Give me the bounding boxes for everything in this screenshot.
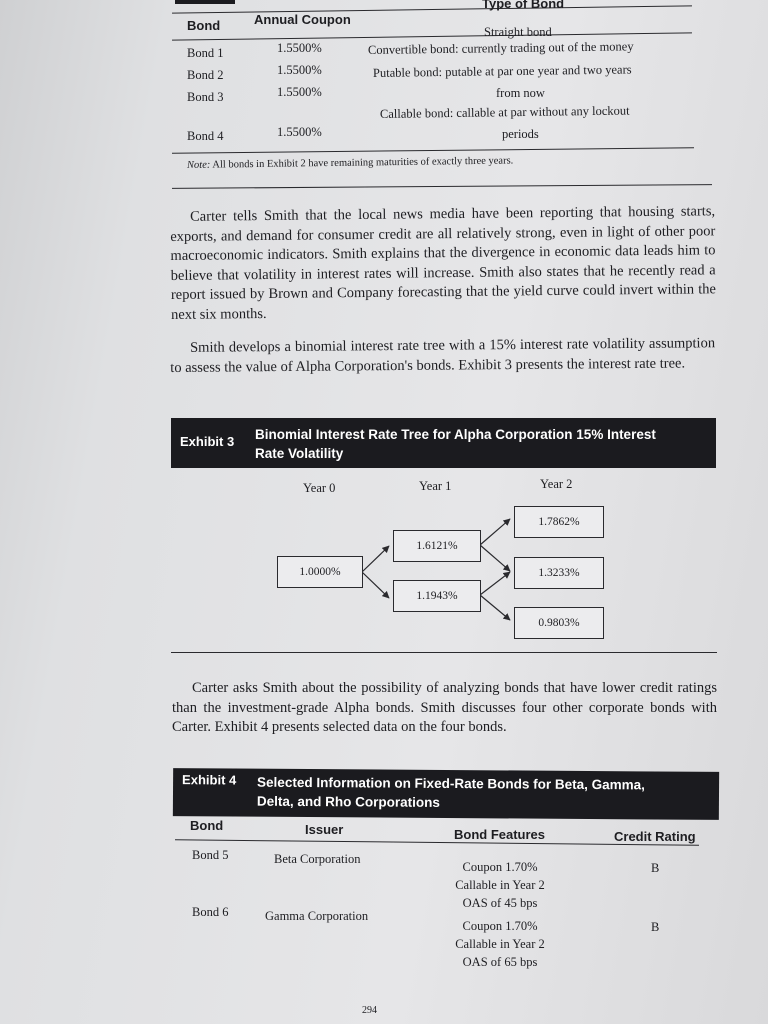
note-label: Note:	[186, 159, 211, 171]
edge-y1up-up	[480, 519, 510, 545]
table-row-bond: Bond 4	[187, 129, 224, 143]
exhibit-4-title-line2: Delta, and Rho Corporations	[256, 793, 441, 810]
col-header-type: Type of Bond	[482, 0, 565, 11]
table-row-type-cont: periods	[502, 127, 539, 141]
paragraph-rate-tree: Smith develops a binomial interest rate tree with a 15% interest rate volatility assumption to assess the value of Alpha Corporation's bonds. Exhibit 3 presents the interest rate tree.	[170, 335, 716, 376]
table-row-type: Convertible bond: currently trading out of the money	[367, 39, 634, 57]
note-text: All bonds in Exhibit 2 have remaining maturities of exactly three years.	[212, 155, 514, 171]
edge-y0-up	[362, 546, 389, 572]
table-row-type: Putable bond: putable at par one year and two years	[372, 62, 632, 80]
table-row-type: Callable bond: callable at par without any lockout	[379, 103, 630, 121]
paragraph-housing-report: Carter tells Smith that the local news media have been reporting that housing starts, exports, and demand for consumer credit are all relatively strong, even in light of other poor macroeconomic indicators. Smith explains that the divergence in economic data leads him to believe that volatility in interest rates will increase. Smith also states that he recently read a report issued by Brown and Company forecasting that the yield curve could invert within the next six months.	[170, 203, 716, 323]
feature-oas: OAS of 45 bps	[462, 896, 538, 910]
table-row-bond: Bond 3	[187, 90, 224, 104]
col-header-bond: Bond	[187, 18, 221, 33]
table-row-issuer: Beta Corporation	[274, 852, 361, 866]
feature-callable: Callable in Year 2	[455, 878, 545, 892]
table-row-features	[440, 858, 560, 912]
col-header-bond: Bond	[190, 818, 224, 833]
table-row-coupon: 1.5500%	[277, 85, 322, 99]
node-year2-up: 1.7862%	[514, 506, 604, 538]
col-header-rating: Credit Rating	[614, 829, 696, 844]
col-header-issuer: Issuer	[305, 822, 344, 837]
exhibit-4-title-line1: Selected Information on Fixed-Rate Bonds for Beta, Gamma,	[257, 774, 645, 793]
table-row-coupon: 1.5500%	[277, 63, 322, 77]
table-row-bond: Bond 5	[192, 848, 229, 862]
table-row-type-cont: from now	[496, 86, 545, 100]
table-row-bond: Bond 2	[187, 68, 224, 82]
table-row-rating: B	[651, 861, 660, 875]
year-0-label: Year 0	[303, 481, 336, 495]
exhibit-4-number: Exhibit 4	[182, 772, 237, 788]
node-year2-mid: 1.3233%	[514, 557, 604, 589]
node-year1-up: 1.6121%	[393, 530, 481, 562]
exhibit-3-bottom-rule	[171, 652, 717, 653]
paragraph-credit-ratings: Carter asks Smith about the possibility of analyzing bonds that have lower credit ratings than the investment-grade Alpha bonds. Smith discusses four other corporate bonds with Carter. Exhibit 4 presents selected data on the four bonds.	[172, 680, 717, 735]
table-row-rating: B	[651, 920, 660, 934]
exhibit-3-number: Exhibit 3	[180, 434, 235, 449]
table-row-issuer: Gamma Corporation	[265, 909, 369, 923]
exhibit-4-header	[173, 768, 719, 820]
col-header-features: Bond Features	[454, 827, 546, 842]
year-1-label: Year 1	[419, 479, 452, 493]
table-row-bond: Bond 6	[192, 905, 229, 919]
edge-y1down-down	[480, 595, 510, 620]
edge-y1up-down	[480, 545, 510, 571]
feature-coupon: Coupon 1.70%	[462, 860, 538, 874]
table-row-bond: Bond 1	[187, 46, 224, 60]
node-year0: 1.0000%	[277, 556, 363, 588]
table-row-coupon: 1.5500%	[277, 125, 322, 139]
feature-oas: OAS of 65 bps	[462, 955, 538, 969]
node-year2-down: 0.9803%	[514, 607, 604, 639]
exhibit-3-title-line2: Rate Volatility	[255, 446, 344, 461]
exhibit-3-title-line1: Binomial Interest Rate Tree for Alpha Corporation 15% Interest	[255, 427, 656, 442]
feature-callable: Callable in Year 2	[455, 937, 545, 951]
col-header-coupon: Annual Coupon	[254, 12, 351, 27]
edge-y0-down	[362, 572, 389, 598]
table-row-type: Straight bond	[484, 25, 552, 39]
table-row-features	[440, 917, 560, 971]
edge-y1down-up	[480, 572, 510, 595]
feature-coupon: Coupon 1.70%	[462, 919, 538, 933]
node-year1-down: 1.1943%	[393, 580, 481, 612]
table-row-coupon: 1.5500%	[277, 41, 322, 55]
page-number: 294	[362, 1005, 377, 1016]
year-2-label: Year 2	[540, 477, 573, 491]
